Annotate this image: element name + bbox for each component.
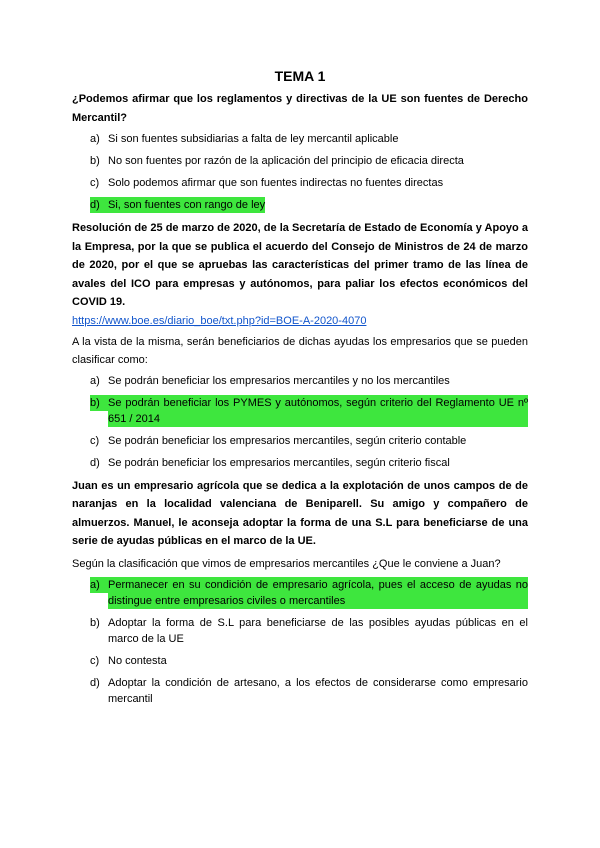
q1-question: ¿Podemos afirmar que los reglamentos y directivas de la UE son fuentes de Derecho Mercantil? — [72, 93, 528, 124]
q3-option-d — [90, 675, 528, 707]
q1-options — [72, 131, 528, 213]
q3-option-c — [90, 653, 528, 669]
q3-option-a-correct — [90, 577, 528, 609]
option-text: Se podrán beneficiar los empresarios mercantiles y no los mercantiles — [108, 374, 450, 387]
option-letter: c) — [90, 434, 100, 447]
option-letter: d) — [90, 197, 108, 213]
option-text-highlighted — [108, 577, 528, 609]
q2-options — [72, 373, 528, 471]
option-letter: b) — [90, 616, 100, 629]
boe-link[interactable]: https://www.boe.es/diario_boe/txt.php?id=BOE-A-2020-4070 — [72, 314, 367, 327]
option-text: No contesta — [108, 654, 167, 667]
q1-option-d-correct — [90, 197, 528, 213]
option-letter: d) — [90, 456, 100, 469]
option-text: No son fuentes por razón de la aplicación del principio de eficacia directa — [108, 155, 464, 167]
option-text: Adoptar la condición de artesano, a los efectos de considerarse como empresario mercantil — [108, 676, 528, 705]
q1-option-a — [90, 131, 528, 147]
option-letter: b) — [90, 395, 108, 411]
option-text: Si son fuentes subsidiarias a falta de ley mercantil aplicable — [108, 133, 399, 145]
option-text: Se podrán beneficiar los empresarios mercantiles, según criterio contable — [108, 434, 467, 447]
q2-heading: Resolución de 25 de marzo de 2020, de la Secretaría de Estado de Economía y Apoyo a la Empresa, por la que se publica el acuerdo del Consejo de Ministros de 24 de marzo de 2020, por el que se apruebas las características del primer tramo de las línea de avales del ICO para empresas y autónomos, para paliar los efectos económicos del COVID 19. — [72, 222, 528, 308]
q2-question: A la vista de la misma, serán beneficiarios de dichas ayudas los empresarios que se pueden clasificar como: — [72, 335, 528, 366]
option-letter: b) — [90, 155, 100, 167]
option-text-highlighted — [108, 395, 528, 427]
option-text-highlighted: Si, son fuentes con rango de ley — [108, 199, 266, 211]
highlight-mark: Permanecer en su condición de empresario agrícola, pues el acceso de ayudas no distingue entre empresarios civiles o mercantiles — [108, 578, 528, 607]
q2-option-d — [90, 455, 528, 471]
option-letter: d) — [90, 676, 100, 689]
q2-option-b-correct — [90, 395, 528, 427]
q2-option-a — [90, 373, 528, 389]
q2-option-c — [90, 433, 528, 449]
option-text: Solo podemos afirmar que son fuentes indirectas no fuentes directas — [108, 177, 444, 189]
q1-option-b — [90, 153, 528, 169]
page-title: TEMA 1 — [274, 68, 326, 84]
highlight-mark: Se podrán beneficiar los PYMES y autónomos, según criterio del Reglamento UE nº 651 / 2014 — [108, 396, 528, 425]
q1-option-c — [90, 175, 528, 191]
option-text: Adoptar la forma de S.L para beneficiarse de las posibles ayudas públicas en el marco de la UE — [108, 616, 528, 645]
q3-heading: Juan es un empresario agrícola que se dedica a la explotación de unos campos de de naranjas en la localidad valenciana de Beniparell. Su amigo y compañero de almuerzos. Manuel, le aconseja adoptar la forma de una S.L para beneficiarse de una serie de ayudas públicas en el marco de la UE. — [72, 479, 528, 547]
q3-question: Según la clasificación que vimos de empresarios mercantiles ¿Que le conviene a Juan? — [72, 557, 501, 570]
option-text: Se podrán beneficiar los empresarios mercantiles, según criterio fiscal — [108, 456, 450, 469]
q3-options — [72, 577, 528, 707]
option-letter: c) — [90, 654, 100, 667]
option-letter: a) — [90, 577, 108, 593]
option-letter: a) — [90, 133, 100, 145]
q3-option-b — [90, 615, 528, 647]
option-letter: c) — [90, 177, 100, 189]
option-letter: a) — [90, 374, 100, 387]
